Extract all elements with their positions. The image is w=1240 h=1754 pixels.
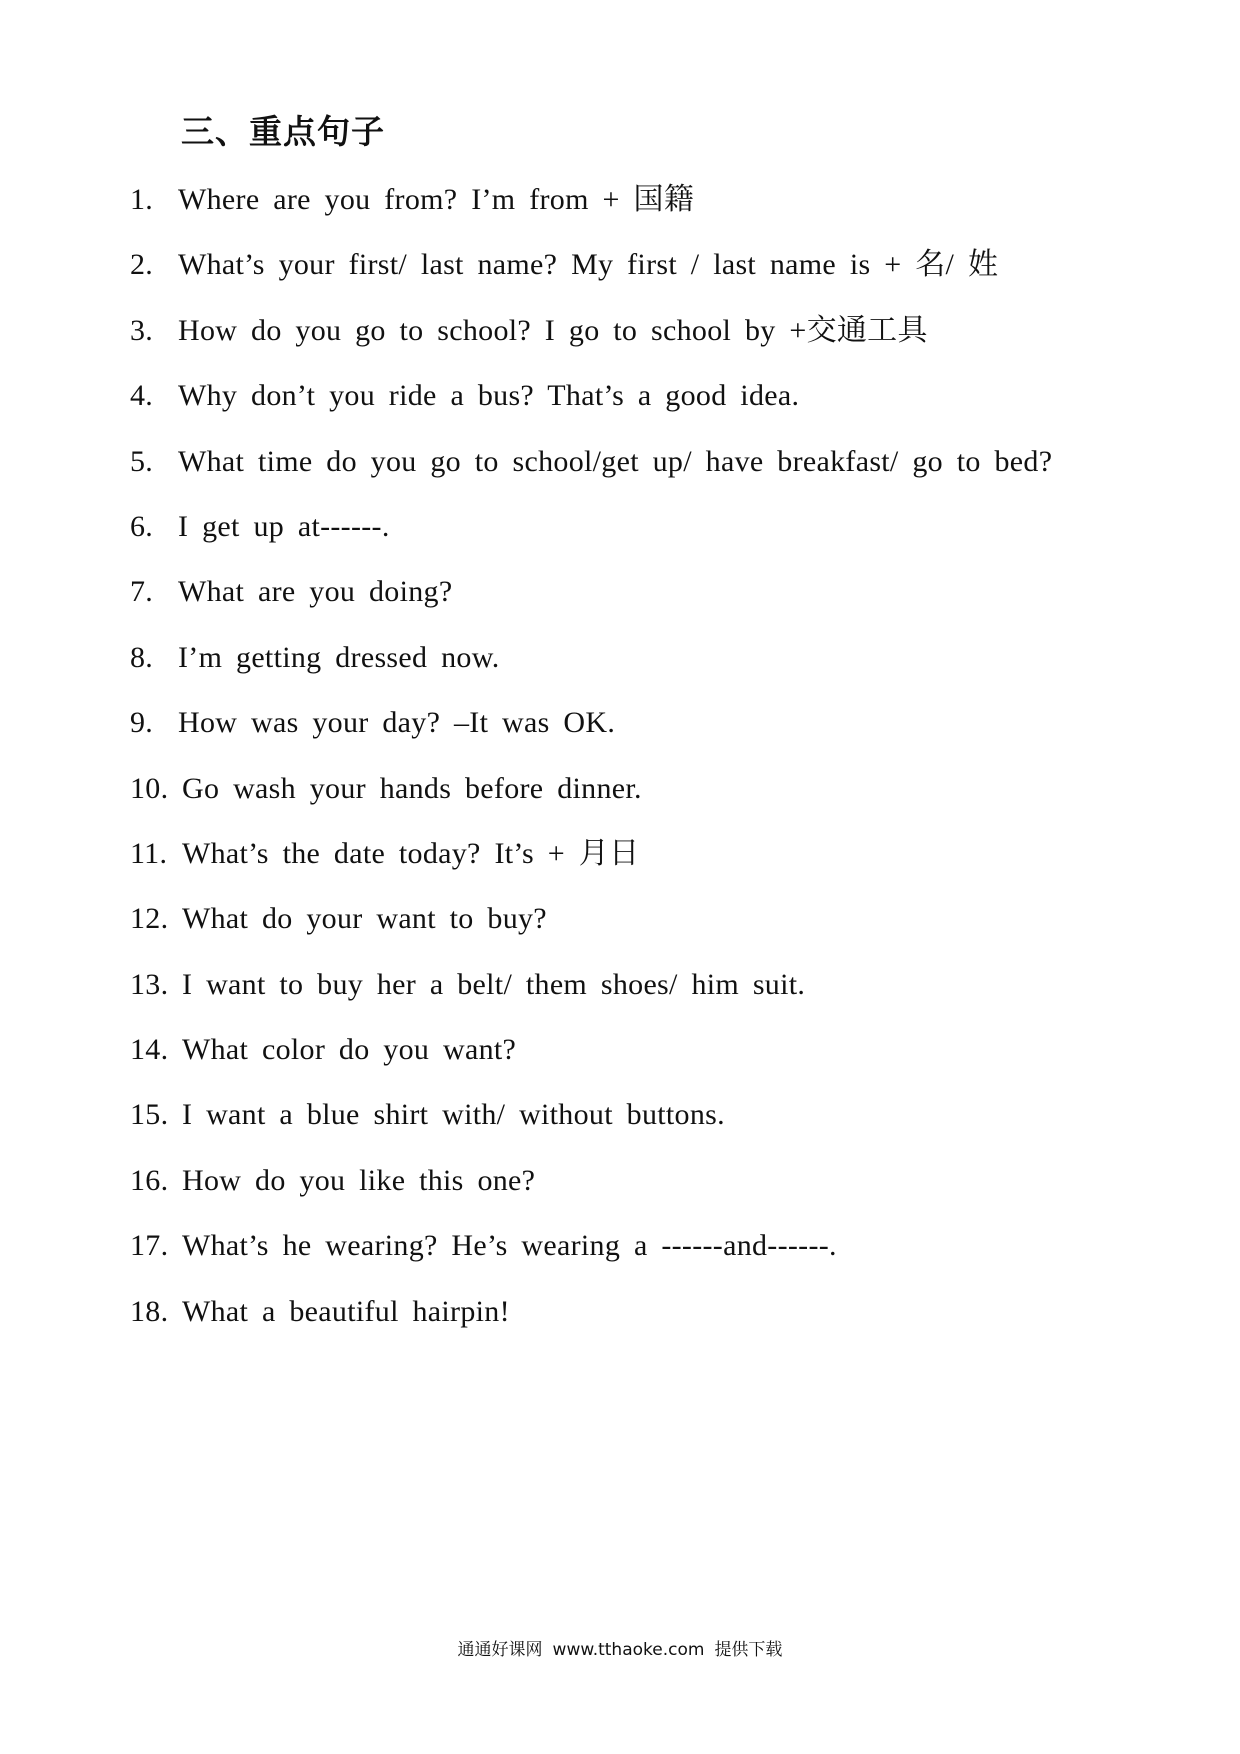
list-item bbox=[130, 241, 1052, 306]
item-text: I want a blue shirt with/ without buttons. bbox=[182, 1098, 725, 1132]
item-text: I’m getting dressed now. bbox=[178, 640, 500, 674]
item-text: What do your want to buy? bbox=[182, 902, 547, 936]
item-number: 14. bbox=[130, 1033, 169, 1067]
item-number: 10. bbox=[130, 771, 169, 805]
list-item bbox=[130, 176, 1052, 241]
item-text: How do you like this one? bbox=[182, 1163, 536, 1197]
list-item bbox=[130, 1288, 1052, 1353]
list-item bbox=[130, 568, 1052, 633]
item-text: What’s your first/ last name? My first / last name is + 名/ 姓 bbox=[178, 248, 999, 282]
item-number: 4. bbox=[130, 379, 154, 413]
footer-url: www.tthaoke.com bbox=[552, 1640, 705, 1660]
list-item bbox=[130, 438, 1052, 503]
item-number: 16. bbox=[130, 1163, 169, 1197]
list-item bbox=[130, 1157, 1052, 1222]
list-item bbox=[130, 765, 1052, 830]
item-number: 18. bbox=[130, 1294, 169, 1328]
list-item bbox=[130, 699, 1052, 764]
list-item bbox=[130, 1026, 1052, 1091]
list-item bbox=[130, 307, 1052, 372]
item-text: What a beautiful hairpin! bbox=[182, 1294, 510, 1328]
list-item bbox=[130, 503, 1052, 568]
section-title: 三、重点句子 bbox=[181, 112, 385, 151]
item-text: What’s the date today? It’s + 月日 bbox=[182, 836, 640, 870]
footer-suffix: 提供下载 bbox=[714, 1640, 783, 1660]
item-number: 15. bbox=[130, 1098, 169, 1132]
item-number: 7. bbox=[130, 575, 154, 609]
item-number: 6. bbox=[130, 509, 154, 543]
item-text: Where are you from? I’m from + 国籍 bbox=[178, 183, 695, 216]
item-number: 13. bbox=[130, 967, 169, 1001]
item-text: I want to buy her a belt/ them shoes/ him suit. bbox=[182, 967, 806, 1001]
item-number: 9. bbox=[130, 706, 154, 740]
item-number: 3. bbox=[130, 313, 154, 347]
list-item bbox=[130, 1091, 1052, 1156]
list-item bbox=[130, 830, 1052, 895]
footer-site-name: 通通好课网 bbox=[457, 1640, 543, 1660]
item-number: 1. bbox=[130, 183, 154, 216]
item-number: 11. bbox=[130, 836, 168, 870]
item-text: What are you doing? bbox=[178, 575, 453, 609]
item-text: Go wash your hands before dinner. bbox=[182, 771, 642, 805]
item-text: Why don’t you ride a bus? That’s a good idea. bbox=[178, 379, 800, 413]
sentence-list bbox=[130, 176, 1052, 1353]
item-number: 17. bbox=[130, 1229, 169, 1263]
item-text: How do you go to school? I go to school by +交通工具 bbox=[178, 313, 928, 347]
list-item bbox=[130, 1222, 1052, 1287]
item-number: 8. bbox=[130, 640, 154, 674]
item-text: What’s he wearing? He’s wearing a ------and------. bbox=[182, 1229, 837, 1263]
item-number: 2. bbox=[130, 248, 154, 282]
item-number: 12. bbox=[130, 902, 169, 936]
list-item bbox=[130, 961, 1052, 1026]
list-item bbox=[130, 634, 1052, 699]
list-item bbox=[130, 372, 1052, 437]
item-text: What color do you want? bbox=[182, 1033, 517, 1067]
item-text: How was your day? –It was OK. bbox=[178, 706, 616, 740]
item-text: What time do you go to school/get up/ have breakfast/ go to bed? bbox=[178, 444, 1053, 478]
list-item bbox=[130, 895, 1052, 960]
page-footer bbox=[0, 1638, 1240, 1662]
item-text: I get up at------. bbox=[178, 509, 390, 543]
item-number: 5. bbox=[130, 444, 154, 478]
